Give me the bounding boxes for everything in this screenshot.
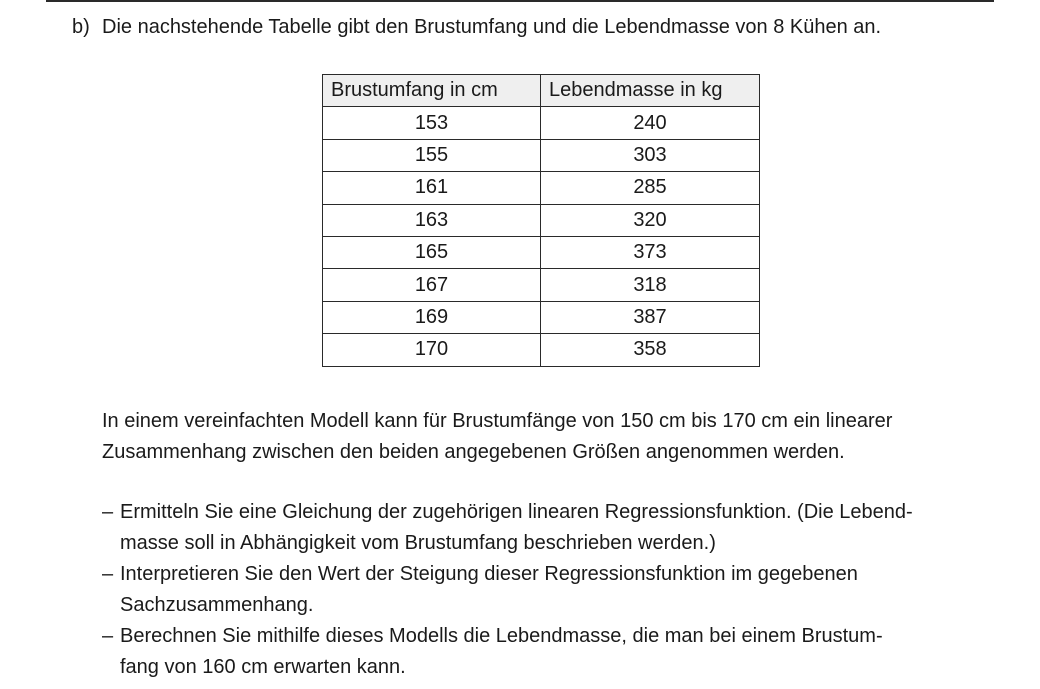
table-row [323,301,760,333]
cell-lebendmasse: 358 [541,334,760,366]
table-row [323,334,760,366]
cell-lebendmasse: 318 [541,269,760,301]
subtask-line-2: fang von 160 cm erwarten kann. [120,656,406,678]
cell-lebendmasse: 320 [541,204,760,236]
dash-bullet: – [102,625,114,647]
data-table [322,74,760,367]
intro-line-1: In einem vereinfachten Modell kann für Brustumfänge von 150 cm bis 170 cm ein linearer [102,410,893,432]
subtask-line-2: Sachzusammenhang. [120,594,314,616]
intro-paragraph [102,406,1002,468]
subtask-list [102,497,1002,683]
cell-brustumfang: 165 [323,236,541,268]
subtask-line-1: Ermitteln Sie eine Gleichung der zugehörigen linearen Regressionsfunktion. (Die Lebend- [120,501,913,523]
subtask-item [102,559,1002,621]
cell-brustumfang: 153 [323,107,541,139]
header-lebendmasse: Lebendmasse in kg [541,75,760,107]
top-rule [46,0,994,2]
header-brustumfang: Brustumfang in cm [323,75,541,107]
subtask-item [102,621,1002,683]
intro-line-2: Zusammenhang zwischen den beiden angegebenen Größen angenommen werden. [102,441,845,463]
dash-bullet: – [102,563,114,585]
table-row [323,236,760,268]
subtask-line-1: Interpretieren Sie den Wert der Steigung dieser Regressionsfunktion im gegebenen [120,563,858,585]
cell-lebendmasse: 303 [541,139,760,171]
table-row [323,139,760,171]
cell-brustumfang: 163 [323,204,541,236]
subtask-line-2: masse soll in Abhängigkeit vom Brustumfang beschrieben werden.) [120,532,716,554]
table-header-row [323,75,760,107]
cell-brustumfang: 169 [323,301,541,333]
table-row [323,269,760,301]
cell-lebendmasse: 285 [541,172,760,204]
cell-brustumfang: 167 [323,269,541,301]
cell-lebendmasse: 240 [541,107,760,139]
table-row [323,172,760,204]
table-row [323,107,760,139]
subtask-line-1: Berechnen Sie mithilfe dieses Modells die Lebendmasse, die man bei einem Brustum- [120,625,883,647]
cell-lebendmasse: 373 [541,236,760,268]
task-label: b) [72,16,90,38]
subtask-item [102,497,1002,559]
cell-lebendmasse: 387 [541,301,760,333]
cell-brustumfang: 170 [323,334,541,366]
task-statement [72,14,881,40]
cell-brustumfang: 161 [323,172,541,204]
dash-bullet: – [102,501,114,523]
table-row [323,204,760,236]
cell-brustumfang: 155 [323,139,541,171]
task-text: Die nachstehende Tabelle gibt den Brustumfang und die Lebendmasse von 8 Kühen an. [102,16,882,38]
